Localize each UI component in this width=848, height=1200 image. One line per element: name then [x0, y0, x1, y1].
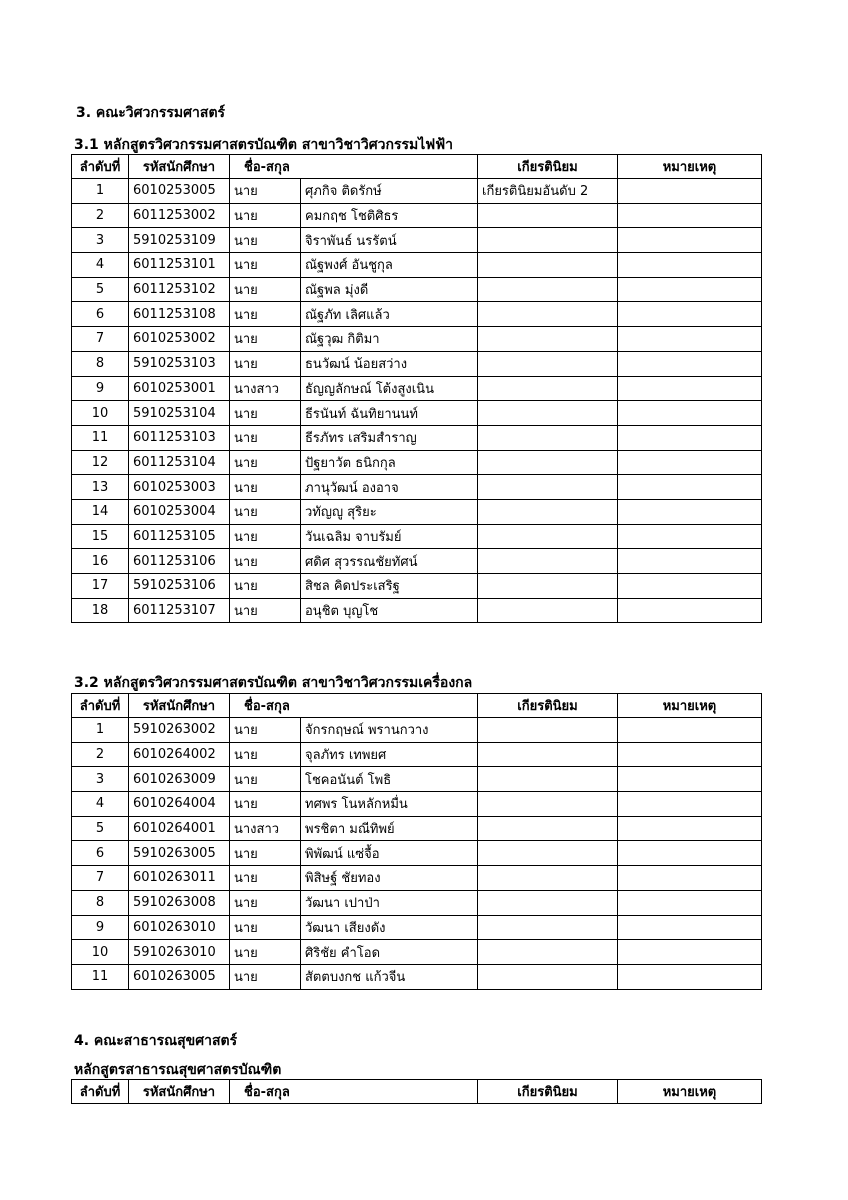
cell-honors — [478, 964, 618, 989]
header-remark: หมายเหตุ — [618, 1080, 762, 1104]
cell-honors — [478, 549, 618, 574]
cell-order: 10 — [72, 401, 129, 426]
table-row — [72, 816, 762, 841]
cell-student-id: 6011253101 — [129, 253, 230, 278]
cell-title: นางสาว — [230, 376, 301, 401]
section-3-title: 3. คณะวิศวกรรมศาสตร์ — [76, 105, 226, 121]
table-header-row — [72, 694, 762, 718]
cell-title: นาย — [230, 767, 301, 792]
cell-title: นาย — [230, 718, 301, 743]
cell-order: 9 — [72, 915, 129, 940]
cell-student-id: 6011253002 — [129, 203, 230, 228]
cell-remark — [618, 866, 762, 891]
cell-remark — [618, 425, 762, 450]
table-row — [72, 228, 762, 253]
cell-remark — [618, 228, 762, 253]
cell-name: ธีรนันท์ ฉันทิยานนท์ — [301, 401, 478, 426]
cell-order: 5 — [72, 277, 129, 302]
cell-remark — [618, 450, 762, 475]
cell-order: 6 — [72, 302, 129, 327]
table-row — [72, 866, 762, 891]
cell-name: ศิริชัย คำโอด — [301, 940, 478, 965]
cell-student-id: 6010253004 — [129, 499, 230, 524]
cell-honors — [478, 228, 618, 253]
header-student-id: รหัสนักศึกษา — [129, 1080, 230, 1104]
cell-name: พิพัฒน์ แซ่จื้อ — [301, 841, 478, 866]
cell-remark — [618, 598, 762, 623]
cell-student-id: 6010264001 — [129, 816, 230, 841]
table-row — [72, 742, 762, 767]
cell-honors — [478, 816, 618, 841]
cell-student-id: 6010263011 — [129, 866, 230, 891]
cell-name: ภานุวัฒน์ องอาจ — [301, 475, 478, 500]
cell-student-id: 6010264004 — [129, 792, 230, 817]
section-3-1-title: 3.1 หลักสูตรวิศวกรรมศาสตรบัณฑิต สาขาวิชาวิศวกรรมไฟฟ้า — [74, 137, 453, 153]
cell-name: พรชิตา มณีทิพย์ — [301, 816, 478, 841]
cell-order: 7 — [72, 327, 129, 352]
cell-student-id: 5910263002 — [129, 718, 230, 743]
table-row — [72, 598, 762, 623]
cell-student-id: 6011253107 — [129, 598, 230, 623]
cell-title: นาย — [230, 792, 301, 817]
cell-student-id: 6010263010 — [129, 915, 230, 940]
cell-order: 6 — [72, 841, 129, 866]
header-honors: เกียรตินิยม — [478, 1080, 618, 1104]
cell-title: นาย — [230, 574, 301, 599]
cell-title: นาย — [230, 866, 301, 891]
cell-honors — [478, 351, 618, 376]
cell-honors — [478, 598, 618, 623]
cell-remark — [618, 302, 762, 327]
cell-remark — [618, 767, 762, 792]
table-row — [72, 450, 762, 475]
cell-order: 12 — [72, 450, 129, 475]
cell-order: 3 — [72, 767, 129, 792]
cell-order: 8 — [72, 351, 129, 376]
cell-name: ณัฐวุฒ กิติมา — [301, 327, 478, 352]
cell-honors — [478, 792, 618, 817]
cell-honors — [478, 718, 618, 743]
table-header-row — [72, 155, 762, 179]
cell-student-id: 6010253003 — [129, 475, 230, 500]
cell-name: สัตตบงกช แก้วจีน — [301, 964, 478, 989]
cell-title: นาย — [230, 475, 301, 500]
table-row — [72, 767, 762, 792]
table-4 — [71, 1079, 762, 1104]
cell-order: 1 — [72, 179, 129, 204]
cell-remark — [618, 179, 762, 204]
cell-title: นาย — [230, 524, 301, 549]
header-name: ชื่อ-สกุล — [230, 155, 478, 179]
cell-order: 3 — [72, 228, 129, 253]
cell-honors — [478, 890, 618, 915]
table-row — [72, 253, 762, 278]
cell-student-id: 6010264002 — [129, 742, 230, 767]
cell-order: 8 — [72, 890, 129, 915]
cell-remark — [618, 742, 762, 767]
cell-honors — [478, 742, 618, 767]
cell-title: นาย — [230, 253, 301, 278]
cell-remark — [618, 549, 762, 574]
table-row — [72, 499, 762, 524]
cell-honors — [478, 203, 618, 228]
cell-name: ธนวัฒน์ น้อยสว่าง — [301, 351, 478, 376]
cell-title: นาย — [230, 450, 301, 475]
cell-title: นาย — [230, 598, 301, 623]
cell-student-id: 5910253109 — [129, 228, 230, 253]
cell-honors — [478, 915, 618, 940]
cell-student-id: 5910253103 — [129, 351, 230, 376]
cell-student-id: 6010253002 — [129, 327, 230, 352]
cell-honors — [478, 425, 618, 450]
table-row — [72, 277, 762, 302]
table-row — [72, 718, 762, 743]
cell-title: นาย — [230, 549, 301, 574]
table-3-1 — [71, 154, 762, 623]
cell-title: นาย — [230, 228, 301, 253]
table-row — [72, 203, 762, 228]
cell-student-id: 6011253104 — [129, 450, 230, 475]
cell-name: ณัฐภัท เลิศแล้ว — [301, 302, 478, 327]
cell-remark — [618, 327, 762, 352]
cell-order: 14 — [72, 499, 129, 524]
cell-student-id: 6011253106 — [129, 549, 230, 574]
cell-remark — [618, 964, 762, 989]
cell-remark — [618, 890, 762, 915]
cell-honors — [478, 841, 618, 866]
cell-remark — [618, 718, 762, 743]
cell-order: 15 — [72, 524, 129, 549]
cell-remark — [618, 351, 762, 376]
table-row — [72, 475, 762, 500]
cell-order: 18 — [72, 598, 129, 623]
cell-name: วัฒนา เสียงดัง — [301, 915, 478, 940]
cell-honors — [478, 524, 618, 549]
cell-title: นาย — [230, 940, 301, 965]
cell-honors — [478, 376, 618, 401]
cell-title: นาย — [230, 351, 301, 376]
header-order: ลำดับที่ — [72, 1080, 129, 1104]
cell-honors — [478, 940, 618, 965]
header-remark: หมายเหตุ — [618, 694, 762, 718]
cell-order: 5 — [72, 816, 129, 841]
cell-name: วัฒนา เปาป่า — [301, 890, 478, 915]
cell-honors — [478, 767, 618, 792]
cell-remark — [618, 915, 762, 940]
cell-order: 4 — [72, 792, 129, 817]
cell-order: 2 — [72, 742, 129, 767]
table-row — [72, 915, 762, 940]
cell-order: 11 — [72, 964, 129, 989]
cell-order: 17 — [72, 574, 129, 599]
header-student-id: รหัสนักศึกษา — [129, 694, 230, 718]
cell-student-id: 6011253102 — [129, 277, 230, 302]
cell-honors — [478, 475, 618, 500]
cell-name: ทศพร โนหลักหมื่น — [301, 792, 478, 817]
table-row — [72, 890, 762, 915]
cell-order: 11 — [72, 425, 129, 450]
cell-order: 16 — [72, 549, 129, 574]
cell-honors — [478, 401, 618, 426]
cell-remark — [618, 401, 762, 426]
section-4-title: 4. คณะสาธารณสุขศาสตร์ — [74, 1033, 238, 1049]
header-remark: หมายเหตุ — [618, 155, 762, 179]
cell-remark — [618, 841, 762, 866]
cell-name: จิราพันธ์ นรรัตน์ — [301, 228, 478, 253]
cell-honors — [478, 450, 618, 475]
table-row — [72, 964, 762, 989]
cell-name: วทัญญู สุริยะ — [301, 499, 478, 524]
cell-name: โชคอนันต์ โพธิ — [301, 767, 478, 792]
cell-order: 13 — [72, 475, 129, 500]
cell-remark — [618, 524, 762, 549]
table-row — [72, 401, 762, 426]
table-row — [72, 376, 762, 401]
cell-title: นาย — [230, 203, 301, 228]
cell-remark — [618, 574, 762, 599]
cell-order: 4 — [72, 253, 129, 278]
header-honors: เกียรตินิยม — [478, 694, 618, 718]
table-row — [72, 179, 762, 204]
cell-title: นาย — [230, 425, 301, 450]
cell-student-id: 6011253103 — [129, 425, 230, 450]
cell-honors — [478, 253, 618, 278]
cell-honors: เกียรตินิยมอันดับ 2 — [478, 179, 618, 204]
cell-name: ปัฐยาวัต ธนิกกุล — [301, 450, 478, 475]
cell-remark — [618, 203, 762, 228]
cell-name: พิสิษฐ์ ชัยทอง — [301, 866, 478, 891]
cell-title: นางสาว — [230, 816, 301, 841]
cell-honors — [478, 302, 618, 327]
cell-order: 9 — [72, 376, 129, 401]
section-4-subtitle: หลักสูตรสาธารณสุขศาสตรบัณฑิต — [74, 1062, 282, 1078]
cell-name: ณัฐพงศ์ อันชูกุล — [301, 253, 478, 278]
cell-title: นาย — [230, 742, 301, 767]
cell-title: นาย — [230, 302, 301, 327]
cell-title: นาย — [230, 327, 301, 352]
header-name: ชื่อ-สกุล — [230, 1080, 478, 1104]
cell-name: คมกฤช โชติศิธร — [301, 203, 478, 228]
cell-title: นาย — [230, 964, 301, 989]
cell-student-id: 5910263005 — [129, 841, 230, 866]
cell-title: นาย — [230, 915, 301, 940]
cell-title: นาย — [230, 499, 301, 524]
cell-remark — [618, 792, 762, 817]
cell-student-id: 5910253106 — [129, 574, 230, 599]
cell-title: นาย — [230, 277, 301, 302]
section-3-2-title: 3.2 หลักสูตรวิศวกรรมศาสตรบัณฑิต สาขาวิชาวิศวกรรมเครื่องกล — [74, 675, 473, 691]
cell-student-id: 5910253104 — [129, 401, 230, 426]
cell-name: ศดิศ สุวรรณชัยทัศน์ — [301, 549, 478, 574]
cell-honors — [478, 277, 618, 302]
cell-student-id: 6011253105 — [129, 524, 230, 549]
cell-honors — [478, 327, 618, 352]
cell-student-id: 6010253001 — [129, 376, 230, 401]
cell-remark — [618, 816, 762, 841]
cell-honors — [478, 866, 618, 891]
cell-name: ธีรภัทร เสริมสำราญ — [301, 425, 478, 450]
cell-student-id: 5910263008 — [129, 890, 230, 915]
table-row — [72, 841, 762, 866]
cell-name: ณัฐพล มุ่งดี — [301, 277, 478, 302]
cell-order: 2 — [72, 203, 129, 228]
table-3-2 — [71, 693, 762, 990]
cell-student-id: 6010263009 — [129, 767, 230, 792]
cell-order: 7 — [72, 866, 129, 891]
table-row — [72, 940, 762, 965]
table-row — [72, 327, 762, 352]
cell-name: ศุภกิจ ติดรักษ์ — [301, 179, 478, 204]
cell-order: 1 — [72, 718, 129, 743]
table-row — [72, 549, 762, 574]
cell-honors — [478, 499, 618, 524]
header-student-id: รหัสนักศึกษา — [129, 155, 230, 179]
cell-remark — [618, 376, 762, 401]
cell-student-id: 5910263010 — [129, 940, 230, 965]
cell-title: นาย — [230, 841, 301, 866]
header-name: ชื่อ-สกุล — [230, 694, 478, 718]
table-header-row — [72, 1080, 762, 1104]
header-order: ลำดับที่ — [72, 155, 129, 179]
cell-remark — [618, 499, 762, 524]
header-honors: เกียรตินิยม — [478, 155, 618, 179]
cell-name: จักรกฤษณ์ พรานกวาง — [301, 718, 478, 743]
table-row — [72, 792, 762, 817]
cell-student-id: 6011253108 — [129, 302, 230, 327]
cell-remark — [618, 475, 762, 500]
header-order: ลำดับที่ — [72, 694, 129, 718]
cell-title: นาย — [230, 179, 301, 204]
table-row — [72, 302, 762, 327]
cell-name: อนุชิต บุญโช — [301, 598, 478, 623]
table-row — [72, 351, 762, 376]
cell-remark — [618, 277, 762, 302]
cell-remark — [618, 940, 762, 965]
table-row — [72, 425, 762, 450]
cell-remark — [618, 253, 762, 278]
table-row — [72, 524, 762, 549]
cell-name: สิชล คิดประเสริฐ — [301, 574, 478, 599]
cell-name: วันเฉลิม จาบรัมย์ — [301, 524, 478, 549]
cell-student-id: 6010263005 — [129, 964, 230, 989]
cell-name: ธัญญลักษณ์ โต้งสูงเนิน — [301, 376, 478, 401]
cell-name: จุลภัทร เทพยศ — [301, 742, 478, 767]
cell-title: นาย — [230, 401, 301, 426]
cell-order: 10 — [72, 940, 129, 965]
cell-title: นาย — [230, 890, 301, 915]
table-row — [72, 574, 762, 599]
cell-honors — [478, 574, 618, 599]
cell-student-id: 6010253005 — [129, 179, 230, 204]
